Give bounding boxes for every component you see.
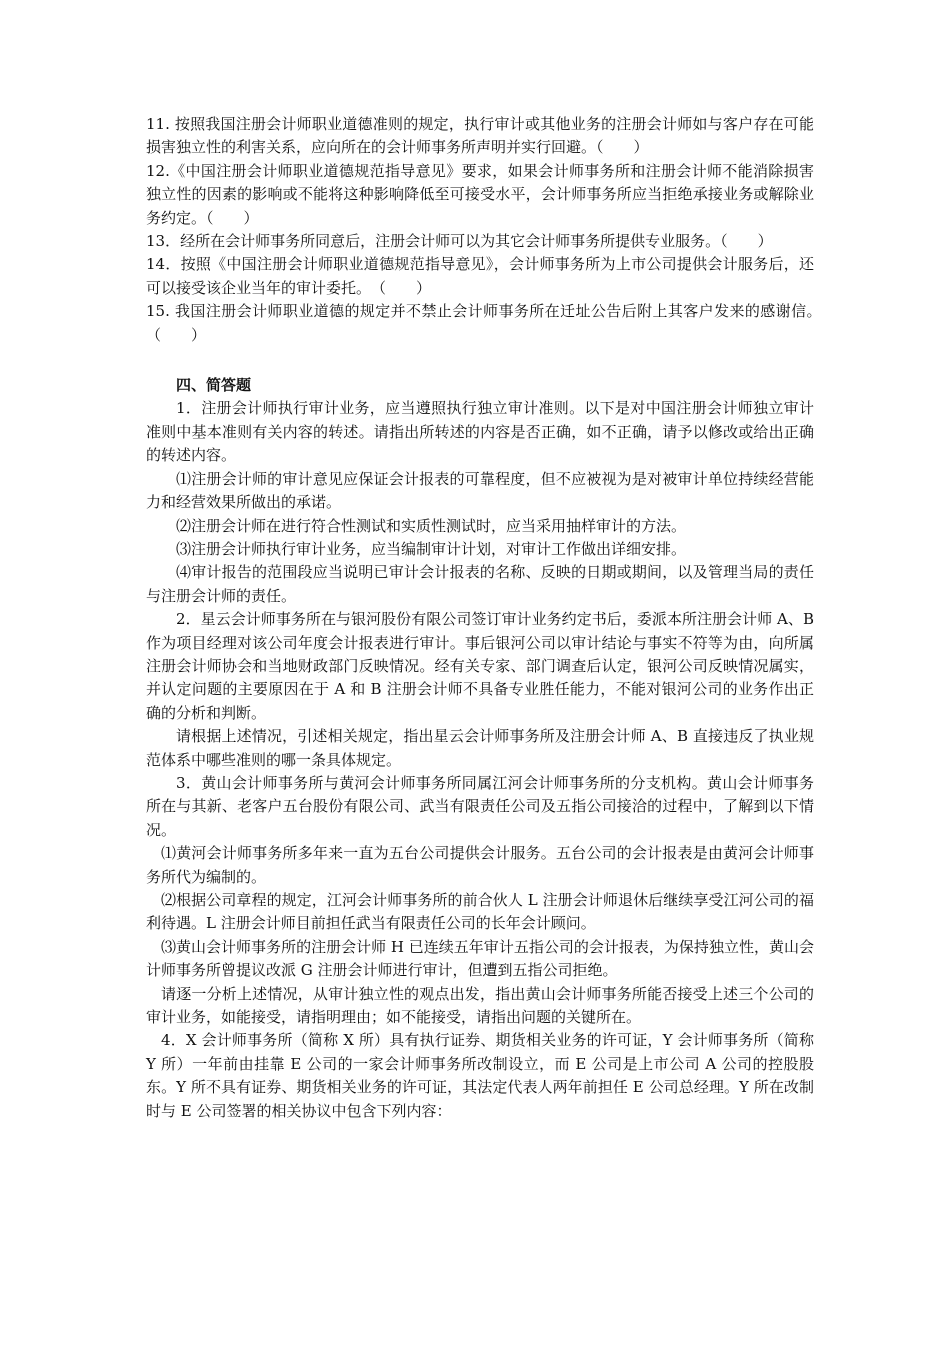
question-2-intro: 2．星云会计师事务所在与银河股份有限公司签订审计业务约定书后，委派本所注册会计师 A、B 作为项目经理对该公司年度会计报表进行审计。事后银河公司以审计结论与事实不符等为由，向所属注册会计师协会和当地财政部门反映情况。经有关专家、部门调查后认定，银河公司反映情况属实，并认定问题的主要原因在于 A 和 B 注册会计师不具备专业胜任能力，不能对银河公司的业务作出正确的分析和判断。 — [146, 610, 814, 722]
question-1-item-4: ⑷审计报告的范围段应当说明已审计会计报表的名称、反映的日期或期间，以及管理当局的责任与注册会计师的责任。 — [146, 563, 814, 605]
true-false-item-12: 12.《中国注册会计师职业道德规范指导意见》要求，如果会计师事务所和注册会计师不能消除损害独立性的因素的影响或不能将这种影响降低至可接受水平，会计师事务所应当拒绝承接业务或解除业务约定。（ ） — [146, 161, 814, 227]
section-title: 四、简答题 — [176, 376, 252, 395]
true-false-item-14: 14．按照《中国注册会计师职业道德规范指导意见》，会计师事务所为上市公司提供会计服务后，还可以接受该企业当年的审计委托。 （ ） — [146, 255, 814, 297]
question-1-item-3: ⑶注册会计师执行审计业务，应当编制审计计划，对审计工作做出详细安排。 — [176, 539, 687, 558]
question-4-intro: 4．X 会计师事务所（简称 X 所）具有执行证券、期货相关业务的许可证，Y 会计师事务所（简称 Y 所）一年前由挂靠 E 公司的一家会计师事务所改制设立，而 E 公司是上市公司 A 公司的控股股东。Y 所不具有证券、期货相关业务的许可证，其法定代表人两年前担任 E 公司总经理。Y 所在改制时与 E 公司签署的相关协议中包含下列内容： — [146, 1031, 814, 1120]
question-1-item-1: ⑴注册会计师的审计意见应保证会计报表的可靠程度，但不应被视为是对被审计单位持续经营能力和经营效果所做出的承诺。 — [146, 469, 814, 512]
true-false-item-15: 15. 我国注册会计师职业道德的规定并不禁止会计师事务所在迁址公告后附上其客户发来的感谢信。 （ ） — [146, 302, 830, 344]
question-3-item-3: ⑶黄山会计师事务所的注册会计师 H 已连续五年审计五指公司的会计报表，为保持独立性，黄山会计师事务所曾提议改派 G 注册会计师进行审计，但遭到五指公司拒绝。 — [146, 937, 814, 980]
true-false-item-13: 13．经所在会计师事务所同意后，注册会计师可以为其它会计师事务所提供专业服务。（ ） — [146, 232, 773, 251]
document-page — [146, 113, 830, 1123]
question-3-item-1: ⑴黄河会计师事务所多年来一直为五台公司提供会计服务。五台公司的会计报表是由黄河会计师事务所代为编制的。 — [146, 844, 814, 886]
true-false-item-11: 11. 按照我国注册会计师职业道德准则的规定，执行审计或其他业务的注册会计师如与客户存在可能损害独立性的利害关系，应向所在的会计师事务所声明并实行回避。（ ） — [146, 115, 814, 157]
question-1-intro: 1．注册会计师执行审计业务，应当遵照执行独立审计准则。以下是对中国注册会计师独立审计准则中基本准则有关内容的转述。请指出所转述的内容是否正确，如不正确，请予以修改或给出正确的转述内容。 — [146, 399, 814, 465]
question-2-ask: 请根据上述情况，引述相关规定，指出星云会计师事务所及注册会计师 A、B 直接违反了执业规范体系中哪些准则的哪一条具体规定。 — [146, 727, 814, 769]
question-1-item-2: ⑵注册会计师在进行符合性测试和实质性测试时，应当采用抽样审计的方法。 — [176, 516, 687, 535]
question-3-intro: 3．黄山会计师事务所与黄河会计师事务所同属江河会计师事务所的分支机构。黄山会计师事务所在与其新、老客户五台股份有限公司、武当有限责任公司及五指公司接洽的过程中，了解到以下情况。 — [146, 773, 814, 839]
question-3-item-2: ⑵根据公司章程的规定，江河会计师事务所的前合伙人 L 注册会计师退休后继续享受江河公司的福利待遇。L 注册会计师目前担任武当有限责任公司的长年会计顾问。 — [146, 891, 814, 933]
question-3-ask: 请逐一分析上述情况，从审计独立性的观点出发，指出黄山会计师事务所能否接受上述三个公司的审计业务，如能接受，请指明理由；如不能接受，请指出问题的关键所在。 — [146, 984, 814, 1027]
